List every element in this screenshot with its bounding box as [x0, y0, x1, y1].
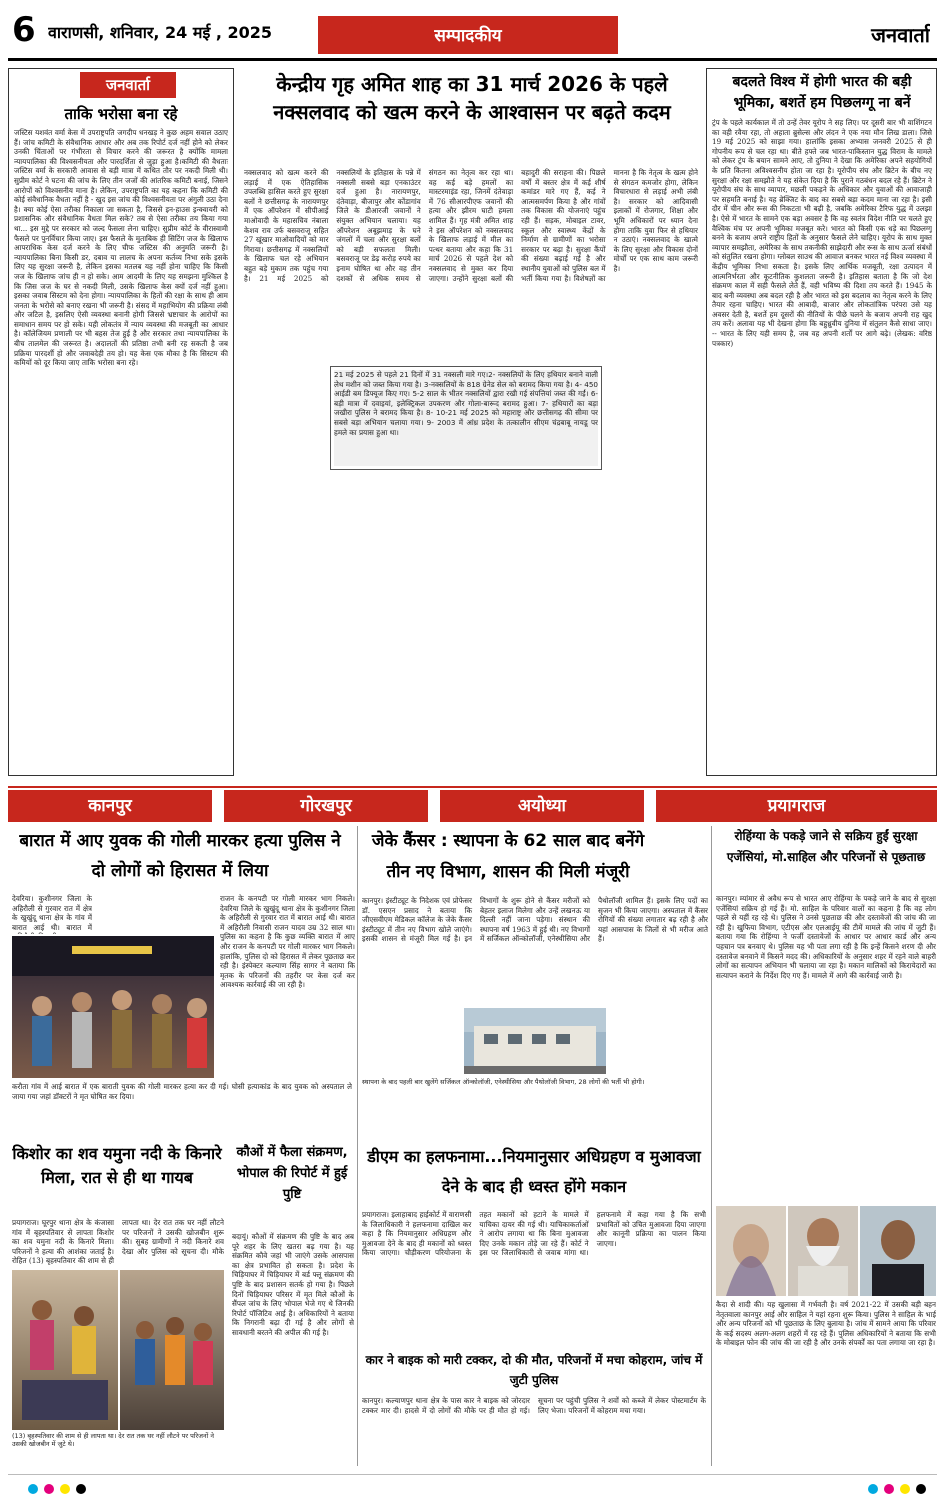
registration-dot-black-2	[916, 1484, 926, 1494]
registration-dot-cyan	[28, 1484, 38, 1494]
registration-dot-yellow	[60, 1484, 70, 1494]
editorial-body: जस्टिस यशवंत वर्मा केस में उपराष्ट्रपति जगदीप धनखड़ ने कुछ अहम सवाल उठाए हैं। जांच कमिटी के संवैधानिक आधार और अब तक रिपोर्ट दर्ज नहीं होने को लेकर उनकी चिंताओं पर गंभीरता से विचार करने की जरूरत है क्योंकि मामला न्यायपालिका की विश्वसनीयता और पारदर्शिता से जुड़ा हुआ है।कमिटी की वैधताः जस्टिस वर्मा के सरकारी आवास से बड़ी मात्रा में कथित तौर पर नकदी मिली थी। सुप्रीम कोर्ट ने घटना की जांच के लिए तीन जजों की आंतरिक कमिटी बनाई, जिसने आरोपों को विश्वसनीय माना है। लेकिन, उपराष्ट्रपति का यह कहना कि कमिटी की कोई संवैधानिक वैधता नहीं है - खुद इस जांच की विश्वसनीयता पर अंगुली उठा देना है। क्या कोई ऐसा तरीका निकाला जा सकता है, जिससे इन-हाउस इन्क्वायरी को प्रशासनिक और संवैधानिक वैधता मिल सके? तब से ऐसा तरीका तय किया गया था... इस मुद्दे पर सरकार को जल्द फैसला लेना चाहिए। सुप्रीम कोर्ट के वीरास्वामी फैसले पर पुनर्विचार किया जाए। इस फैसले के मुताबिक ही सिटिंग जज के खिलाफ आपराधिक केस दर्ज करने के लिए चीफ जस्टिस की अनुमति जरूरी है। न्यायपालिका बिना किसी डर, दबाव या लालच के अपना कर्तव्य निभा सके इसके लिए यह सुरक्षा जरूरी है, लेकिन इसका मतलब यह नहीं होना चाहिए कि किसी जज के खिलाफ जांच ही न हो सके। आम आदमी के लिए यह समझना मुश्किल है कि जिस जज के घर से नकदी मिली, उसके खिलाफ केस क्यों दर्ज नहीं हुआ। इसका जवाब सिस्टम को देना होगा। न्यायपालिका के हितों की रक्षा के साथ ही आम जनता के भरोसे को बनाए रखना भी जरूरी है। संसद में महाभियोग की प्रक्रिया लंबी और जटिल है, इसलिए ऐसी व्यवस्था बनानी होगी जिससे भ्रष्टाचार के आरोपों का समाधान समय पर हो सके। यही लोकतंत्र में न्याय व्यवस्था की मजबूती का आधार है। कॉलेजियम प्रणाली पर भी बहस तेज हुई है और सरकार तथा न्यायपालिका के बीच तालमेल की जरूरत है। अदालतों की प्रतिष्ठा तभी बनी रह सकती है जब प्रक्रिया पारदर्शी हो और जवाबदेही तय हो। यह केस एक मौका है कि सिस्टम की कमियों को दूर किया जाए ताकि भरोसा बना रहे।	[14, 128, 228, 368]
registration-dot-yellow-2	[900, 1484, 910, 1494]
editorial-badge: जनवार्ता	[80, 72, 176, 98]
murder-photo	[12, 936, 214, 1078]
column-title: बदलते विश्व में होगी भारत की बड़ी भूमिका, बशर्ते हम पिछलग्गू ना बनें	[732, 74, 912, 111]
registration-dot-black	[76, 1484, 86, 1494]
lead-highlight-box	[330, 366, 602, 470]
registration-dot-magenta-2	[884, 1484, 894, 1494]
kishor-photo	[12, 1270, 118, 1430]
kishor-photo-2	[120, 1270, 224, 1430]
dm-headline: डीएम का हलफनामा...नियमानुसार अधिग्रहण व मुआवजा देने के बाद ही ध्वस्त होंगे मकान	[367, 1147, 701, 1196]
murder-body-right: राजन के कनपटी पर गोली मारकर भाग निकले। देवरिया जिले के खुखुंदू थाना क्षेत्र के कुशीनगर जिला के अहिरौली से गुरवार रात में बारात आई थी। बारात में अहिरौली निवासी राजन यादव उम्र 32 साल था। पुलिस का कहना है कि कुछ व्यक्ति बारात में आए और राजन के कनपटी पर गोली मारकर भाग निकले। हालांकि, पुलिस दो को हिरासत में लेकर पूछताछ कर रही है। इंस्पेक्टर कल्याण सिंह सागर ने बताया कि मृतक के परिजनों की तहरीर पर केस दर्ज कर आवश्यक कार्रवाई की जा रही है।	[220, 894, 355, 990]
rohingya-body: कानपुर। म्यांमार से अवैध रूप से भारत आए रोहिंग्या के पकड़े जाने के बाद से सुरक्षा एजेंसियां सक्रिय हो गई हैं। मो. साहिल के परिवार वालों का कहना है कि वह लोग पहले से यहीं रह रहे थे। पुलिस ने उनसे पूछताछ की और दस्तावेजों की जांच की जा रही है। खुफिया विभाग, एटीएस और एलआईयू की टीमें मामले की जांच में जुटी हैं। बताया गया कि रोहिंग्या ने फर्जी दस्तावेजों के आधार पर आधार कार्ड और अन्य पहचान पत्र बनवाए थे। पुलिस यह भी पता लगा रही है कि इन्हें किसने शरण दी और दस्तावेज बनवाने में किसने मदद की। अधिकारियों के अनुसार शहर में रहने वाले बाहरी लोगों का सत्यापन अभियान भी चलाया जा रहा है। मकान मालिकों को किरायेदारों का सत्यापन कराने के निर्देश दिए गए हैं। मामले में आगे की कार्रवाई जारी है।	[716, 894, 936, 980]
divider-left	[357, 826, 358, 1466]
person-portrait-icon	[716, 1206, 786, 1296]
cancer-caption: स्थापना के बाद पहली बार खुलेंगे सर्जिकल ऑन्कोलॉजी, एनेस्थीसिया और पैथोलॉजी विभाग, 28 लोगों की भर्ती भी होगी।	[362, 1078, 645, 1086]
column-body: ट्रंप के पहले कार्यकाल में तो उन्हें तेवर यूरोप ने सह लिए। पर दूसरी बार भी वाशिंगटन का वही रवैया रहा, तो अहाता ब्रुसेल्स और लंदन ने एक नया मौन लिख डाला। जिसे 19 मई 2025 को साझा गया। हालांकि इसका अभ्यास जनवरी 2025 से ही गोपनीय रूप से चल रहा था। बीते हफ्ते जब भारत-पाकिस्तान युद्ध विराम के मामले को लेकर ट्रंप के बयान सामने आए, तो दुनिया ने देखा कि अमेरिका अपने सहयोगियों के प्रति कितना अविश्वसनीय होता जा रहा है। यूरोपीय संघ और ब्रिटेन के बीच नए सुरक्षा और रक्षा समझौते ने यह संकेत दिया है कि पुराने गठबंधन बदल रहे हैं। ब्रिटेन ने यूरोपीय संघ के साथ व्यापार, मछली पकड़ने के अधिकार और युवाओं की आवाजाही पर सहमति बनाई है। यह ब्रेक्जिट के बाद का सबसे बड़ा कदम माना जा रहा है। इसी दौर में चीन और रूस की निकटता भी बढ़ी है, जबकि अमेरिका टैरिफ युद्ध में उलझा है। ऐसे में भारत के सामने एक बड़ा अवसर है कि वह स्वतंत्र विदेश नीति पर चलते हुए वैश्विक मंच पर अपनी भूमिका मजबूत करे। भारत को किसी एक धड़े का पिछलग्गू बनने के बजाय अपने राष्ट्रीय हितों के अनुसार फैसले लेने चाहिए। यूरोप के साथ मुक्त व्यापार समझौता, अमेरिका के साथ तकनीकी साझेदारी और रूस के साथ ऊर्जा संबंधों को संतुलित रखना होगा। ग्लोबल साउथ की आवाज बनकर भारत नई विश्व व्यवस्था में केंद्रीय भूमिका निभा सकता है। इसके लिए आर्थिक मजबूती, रक्षा उत्पादन में आत्मनिर्भरता और कूटनीतिक कुशलता जरूरी है। इतिहास बताता है कि जो देश संक्रमण काल में सही फैसले लेते हैं, वही भविष्य की दिशा तय करते हैं। 1945 के बाद बनी व्यवस्था अब बदल रही है और भारत को इस बदलाव का नेतृत्व करने के लिए तैयार रहना चाहिए। भारत की आबादी, बाजार और लोकतांत्रिक परंपरा उसे यह अवसर देती है, बशर्ते हम दूसरों की नीतियों के पीछे चलने के बजाय अपनी राह खुद तय करें। अलावा यह भी देखना होगा कि बहुध्रुवीय दुनिया में संतुलन कैसे साधा जाए। -- भारत के लिए यही समय है, जब वह अपनी शर्तों पर आगे बढ़े। (लेखक: वरिष्ठ पत्रकार)	[712, 118, 932, 348]
person-portrait-icon-2	[788, 1206, 858, 1296]
color-registration-strip	[8, 1484, 937, 1496]
village-crowd-icon	[120, 1270, 224, 1430]
lead-headline: केन्द्रीय गृह अमित शाह का 31 मार्च 2026 के पहले नक्सलवाद को खत्म करने के आश्वासन पर बढ़ते कदम	[273, 72, 671, 124]
footer-rule	[8, 1474, 937, 1475]
tab-kanpur: कानपुर	[8, 790, 212, 822]
mourners-icon	[12, 1270, 118, 1430]
registration-dot-magenta	[44, 1484, 54, 1494]
editorial-title: ताकि भरोसा बना रहे	[64, 105, 178, 123]
cancer-headline: जेके कैंसर : स्थापना के 62 साल बाद बनेंगे तीन नए विभाग, शासन की मिली मंजूरी	[371, 831, 645, 882]
rohingya-photo-man	[788, 1206, 858, 1296]
bhopal-headline: कौओं में फैला संक्रमण, भोपाल की रिपोर्ट में हुई पुष्टि	[236, 1145, 348, 1202]
rohingya-photo-youth	[860, 1206, 936, 1296]
rohingya-body-2: कैदा से शादी की। यह खुलासा में गर्भवती है। वर्ष 2021-22 में उसकी बड़ी बहन नेतृतवाला कानपुर आई और साहिल ने यहां रहना शुरू किया। पुलिस ने साहिल के भाई और अन्य परिजनों को भी पूछताछ के लिए बुलाया है। जांच में सामने आया कि परिवार के कई सदस्य अलग-अलग शहरों में रह रहे हैं। पुलिस अधिकारियों ने बताया कि सभी के मोबाइल फोन की जांच की जा रही है और उनके संपर्कों का पता लगाया जा रहा है।	[716, 1300, 936, 1348]
dm-body: प्रयागराज। इलाहाबाद हाईकोर्ट में वाराणसी के जिलाधिकारी ने हलफनामा दाखिल कर कहा है कि नियमानुसार अधिग्रहण और मुआवजा देने के बाद ही मकानों को ध्वस्त किया जाएगा। चौड़ीकरण परियोजना के तहत मकानों को हटाने के मामले में याचिका दायर की गई थी। याचिकाकर्ताओं ने आरोप लगाया था कि बिना मुआवजा दिए उनके मकान तोड़े जा रहे हैं। कोर्ट ने इस पर जिलाधिकारी से जवाब मांगा था। हलफनामे में कहा गया है कि सभी प्रभावितों को उचित मुआवजा दिया जाएगा और कानूनी प्रक्रिया का पालन किया जाएगा।	[362, 1210, 706, 1258]
kishor-headline: किशोर का शव यमुना नदी के किनारे मिला, रात से ही था गायब	[12, 1144, 222, 1187]
lead-body: नक्सलवाद को खत्म करने की लड़ाई में एक ऐतिहासिक उपलब्धि हासिल करते हुए सुरक्षा बलों ने छत्तीसगढ़ के नारायणपुर में एक ऑपरेशन में सीपीआई माओवादी के महासचिव नंबाला केशव राव उर्फ बसवराजू सहित 27 खूंखार माओवादियों को मार गिराया। छत्तीसगढ़ में नक्सलियों के खिलाफ चल रहे अभियान बहुत बड़े मुकाम तक पहुंच गया है। 21 मई 2025 को नक्सलियों के इतिहास के पन्ने में नक्सली सबसे बड़ा एनकाउंटर दर्ज हुआ है। नारायणपुर, दंतेवाड़ा, बीजापुर और कोंडागांव जिले के डीआरजी जवानों ने संयुक्त अभियान चलाया। यह ऑपरेशन अबूझमाड़ के घने जंगलों में चला और सुरक्षा बलों को बड़ी सफलता मिली। बसवराजू पर डेढ़ करोड़ रुपये का इनाम घोषित था और वह तीन दशकों से अधिक समय से संगठन का नेतृत्व कर रहा था। वह कई बड़े हमलों का मास्टरमाइंड रहा, जिनमें दंतेवाड़ा में 76 सीआरपीएफ जवानों की हत्या और झीरम घाटी हमला शामिल हैं। गृह मंत्री अमित शाह ने इस ऑपरेशन को नक्सलवाद के खिलाफ लड़ाई में मील का पत्थर बताया और कहा कि 31 मार्च 2026 से पहले देश को नक्सलवाद से मुक्त कर दिया जाएगा। उन्होंने सुरक्षा बलों की बहादुरी की सराहना की। पिछले वर्षों में बस्तर क्षेत्र में कई शीर्ष कमांडर मारे गए हैं, कई ने आत्मसमर्पण किया है और गांवों तक विकास की योजनाएं पहुंच रही हैं। सड़क, मोबाइल टावर, स्कूल और स्वास्थ्य केंद्रों के निर्माण से ग्रामीणों का भरोसा सरकार पर बढ़ा है। सुरक्षा कैंपों की संख्या बढ़ाई गई है और स्थानीय युवाओं को पुलिस बल में भर्ती किया गया है। विशेषज्ञों का मानना है कि नेतृत्व के खत्म होने से संगठन कमजोर होगा, लेकिन विचारधारा से लड़ाई अभी लंबी है। सरकार को आदिवासी इलाकों में रोजगार, शिक्षा और भूमि अधिकारों पर ध्यान देना होगा ताकि युवा फिर से हथियार न उठाएं। नक्सलवाद के खात्मे के लिए सुरक्षा और विकास दोनों मोर्चों पर एक साथ काम जरूरी है।	[244, 168, 698, 283]
murder-body-left: देवरिया। कुशीनगर जिला के अहिरौली से गुरवार रात में क्षेत्र के खुखुंदू थाना क्षेत्र के गांव में बारात आई थी। बारात में	[12, 894, 92, 932]
kishor-body: प्रयागराज। घूरपुर थाना क्षेत्र के कंजासा गांव में बृहस्पतिवार से लापता किशोर का शव यमुना नदी के किनारे मिला। परिजनों ने हत्या की आशंका जताई है। रोहित (13) बृहस्पतिवार की शाम से ही लापता था। देर रात तक घर नहीं लौटने पर परिजनों ने उसकी खोजबीन शुरू की। सुबह ग्रामीणों ने नदी किनारे शव देखा और पुलिस को सूचना दी। मौके	[12, 1218, 224, 1266]
tab-ayodhya: अयोध्या	[440, 790, 644, 822]
tab-gorakhpur: गोरखपुर	[224, 790, 428, 822]
date-line: वाराणसी, शनिवार, 24 मई , 2025	[48, 23, 273, 42]
cancer-photo	[464, 1008, 606, 1074]
kishor-caption: (13) बृहस्पतिवार की शाम से ही लापता था। देर रात तक घर नहीं लौटने पर परिजनों ने उसकी खोजबीन में जुटे थे।	[12, 1432, 214, 1448]
cancer-body: कानपुर। इंस्टीट्यूट के निदेशक एवं प्रोफेसर डॉ. एसएन प्रसाद ने बताया कि जीएसवीएम मेडिकल कॉलेज के जेके कैंसर इंस्टीट्यूट में तीन नए विभाग खोले जाएंगे। इसकी शासन से मंजूरी मिल गई है। इन विभागों के शुरू होने से कैंसर मरीजों को बेहतर इलाज मिलेगा और उन्हें लखनऊ या दिल्ली नहीं जाना पड़ेगा। संस्थान की स्थापना वर्ष 1963 में हुई थी। नए विभागों में सर्जिकल ऑन्कोलॉजी, एनेस्थीसिया और पैथोलॉजी शामिल हैं। इसके लिए पदों का सृजन भी किया जाएगा। अस्पताल में कैंसर रोगियों की संख्या लगातार बढ़ रही है और यहां आसपास के जिलों से भी मरीज आते हैं।	[362, 896, 708, 944]
lead-highlight-text: 21 मई 2025 से पहले 21 दिनों में 31 नक्सली मारे गए।2- नक्सलियों के लिए हथियार बनाने वाली लेथ मशीन को जब्त किया गया है। 3-नक्सलियों के 818 ग्रेनेड सेल को बरामद किया गया है। 4- 450 आईडी बम डिफ्यूज किए गए। 5-2 साल के भीतर नक्सलियों द्वारा रखी गई संपत्तियां जब्त की गईं। 6- बड़ी मात्रा में दवाइयां, इलेक्ट्रिकल उपकरण और गोला-बारूद बरामद हुआ। 7- हथियारों का बड़ा जखीरा पुलिस ने बरामद किया है। 8- 10-21 मई 2025 को महाराष्ट्र और छत्तीसगढ़ की सीमा पर सबसे बड़ा अभियान चलाया गया। 9- 2003 में आंध्र प्रदेश के तत्कालीन सीएम चंद्रबाबू नायडू पर हमले का प्रयास हुआ था।	[334, 370, 598, 466]
masthead-rule	[8, 58, 937, 61]
page-number: 6	[12, 10, 36, 50]
crowd-scene-icon	[12, 936, 214, 1078]
person-portrait-icon-3	[860, 1206, 936, 1296]
hospital-building-icon	[464, 1008, 606, 1074]
section-title: सम्पादकीय	[434, 26, 502, 46]
rohingya-headline: रोहिंग्या के पकड़े जाने से सक्रिय हुईं सुरक्षा एजेंसियां, मो.साहिल और परिजनों से पूछताछ	[726, 829, 926, 864]
accident-body: कानपुर। कल्याणपुर थाना क्षेत्र के पास कार ने बाइक को जोरदार टक्कर मार दी। हादसे में दो लोगों की मौके पर ही मौत हो गई। सूचना पर पहुंची पुलिस ने शवों को कब्जे में लेकर पोस्टमार्टम के लिए भेजा। परिजनों में कोहराम मचा गया।	[362, 1396, 706, 1415]
murder-headline: बारात में आए युवक की गोली मारकर हत्या पुलिस ने दो लोगों को हिरासत में लिया	[19, 831, 341, 881]
registration-dot-cyan-2	[868, 1484, 878, 1494]
accident-headline: कार ने बाइक को मारी टक्कर, दो की मौत, परिजनों में मचा कोहराम, जांच में जुटी पुलिस	[365, 1353, 703, 1387]
divider-right	[711, 826, 712, 1466]
brand-name: जनवार्ता	[871, 23, 930, 47]
rohingya-photo-woman	[716, 1206, 786, 1296]
tab-prayagraj: प्रयागराज	[656, 790, 937, 822]
city-rule	[8, 786, 937, 788]
bhopal-body: बदायूं। कौओं में संक्रमण की पुष्टि के बाद अब पूरे शहर के लिए खतरा बढ़ गया है। यह संक्रमित कौवे जहां भी जाएंगे उसके आसपास का क्षेत्र प्रभावित हो सकता है। प्रदेश के चिड़ियाघर में चिड़ियाघर में बर्ड फ्लू संक्रमण की पुष्टि के बाद प्रशासन सतर्क हो गया है। पिछले दिनों चिड़ियाघर परिसर में मृत मिले कौओं के सैंपल जांच के लिए भोपाल भेजे गए थे जिनकी रिपोर्ट पॉजिटिव आई है। अधिकारियों ने बताया कि निगरानी बढ़ा दी गई है और लोगों से सावधानी बरतने की अपील की गई है।	[232, 1232, 354, 1337]
murder-body-mid: करौता गांव में आई बारात में एक बाराती युवक की गोली मारकर हत्या कर दी गई। घोसी हत्याकांड के बाद युवक को अस्पताल ले जाया गया जहां डॉक्टरों ने मृत घोषित कर दिया।	[12, 1082, 352, 1101]
